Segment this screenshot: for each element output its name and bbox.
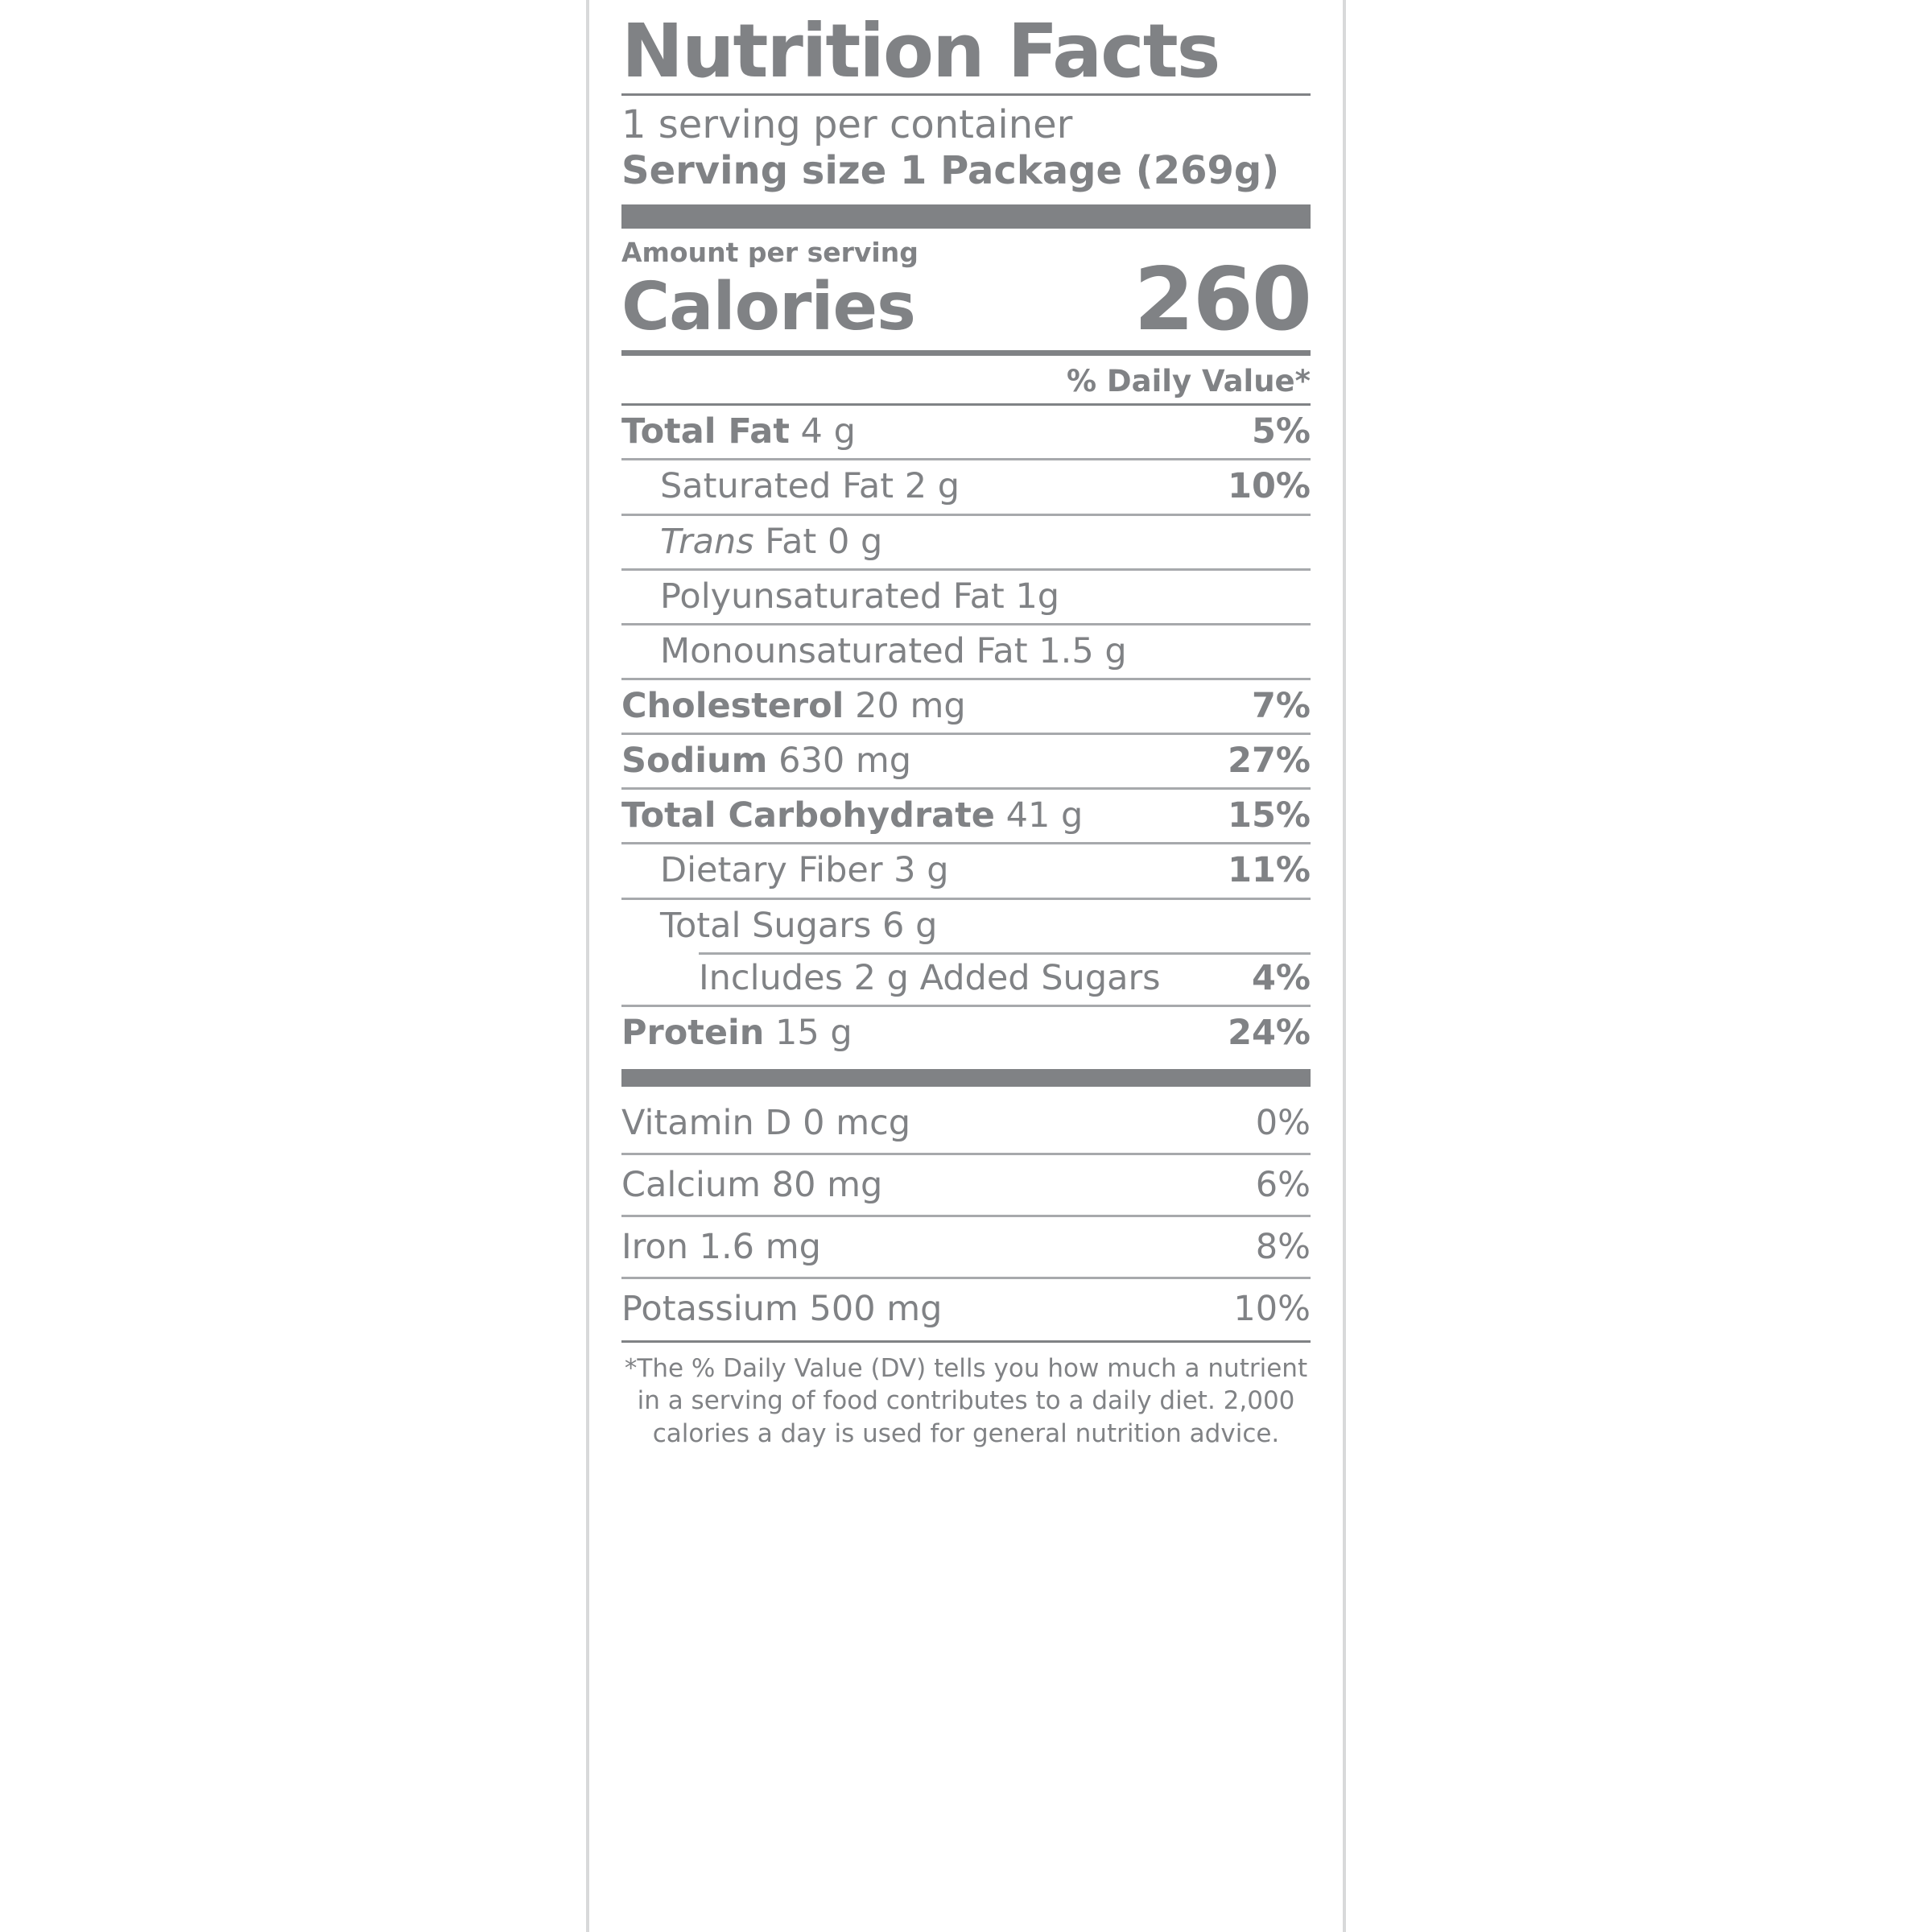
micronutrient-dv: 8% — [1255, 1226, 1311, 1267]
micronutrient-name: Calcium 80 mg — [621, 1164, 883, 1205]
nutrient-row-added-sugars — [621, 952, 1311, 1005]
micronutrient-dv: 10% — [1233, 1288, 1311, 1329]
nutrient-dv: 27% — [1228, 741, 1311, 782]
micronutrient-dv: 6% — [1255, 1164, 1311, 1205]
nutrient-row-monounsaturated-fat — [621, 623, 1311, 678]
nutrient-name: Total Fat — [621, 411, 790, 452]
micronutrient-row-potassium — [621, 1277, 1311, 1339]
nutrient-amount: 3 g — [894, 850, 949, 891]
nutrient-amount: 41 g — [1005, 795, 1084, 836]
nutrient-amount: 1.5 g — [1038, 630, 1127, 671]
footnote-line-1: *The % Daily Value (DV) tells you how much a nutrient — [624, 1353, 1308, 1383]
nutrient-row-saturated-fat — [621, 458, 1311, 513]
nutrient-amount: 15 g — [775, 1012, 852, 1053]
nutrient-row-total-fat — [621, 403, 1311, 458]
divider-under-calories — [621, 350, 1311, 356]
nutrient-dv: 4% — [1251, 957, 1311, 998]
nutrient-name: Polyunsaturated Fat — [660, 576, 1005, 617]
micronutrient-name: Potassium 500 mg — [621, 1288, 943, 1329]
nutrient-amount: 2 g Added Sugars — [853, 957, 1161, 998]
nutrient-amount: 4 g — [800, 411, 856, 452]
nutrient-row-sodium — [621, 733, 1311, 787]
calories-value: 260 — [1133, 250, 1311, 351]
micronutrient-name: Vitamin D 0 mcg — [621, 1102, 911, 1143]
nutrient-amount: 2 g — [904, 466, 960, 507]
nutrient-dv: 10% — [1228, 466, 1311, 507]
nutrient-row-cholesterol — [621, 678, 1311, 733]
nutrient-name: Sodium — [621, 741, 768, 782]
servings-per-container: 1 serving per container — [621, 102, 1073, 147]
nutrient-amount: Fat 0 g — [765, 521, 883, 562]
serving-size: Serving size 1 Package (269g) — [621, 147, 1280, 193]
micronutrient-row-calcium — [621, 1153, 1311, 1215]
nutrient-row-trans-fat — [621, 514, 1311, 568]
nutrient-row-total-carbohydrate — [621, 787, 1311, 842]
nutrient-name: Cholesterol — [621, 685, 844, 726]
nutrient-dv: 7% — [1251, 685, 1311, 726]
footnote-line-2: in a serving of food contributes to a daily diet. 2,000 — [637, 1386, 1295, 1416]
nutrient-amount: 20 mg — [855, 685, 966, 726]
nutrient-dv: 11% — [1228, 850, 1311, 891]
micronutrient-row-vitamin-d — [621, 1093, 1311, 1153]
nutrient-row-total-sugars — [621, 898, 1311, 952]
amount-per-serving-label: Amount per serving — [621, 237, 919, 269]
nutrient-name: Protein — [621, 1012, 765, 1053]
divider-thick-top — [621, 204, 1311, 229]
micronutrient-dv: 0% — [1255, 1102, 1311, 1143]
nutrient-name: Trans — [660, 521, 754, 562]
daily-value-header: % Daily Value* — [1066, 364, 1311, 399]
micronutrient-row-iron — [621, 1215, 1311, 1277]
footnote-line-3: calories a day is used for general nutrition advice. — [652, 1418, 1280, 1448]
nutrient-name: Monounsaturated Fat — [660, 630, 1028, 671]
nutrient-row-polyunsaturated-fat — [621, 568, 1311, 623]
page-title: Nutrition Facts — [621, 8, 1220, 94]
nutrient-amount: 630 mg — [778, 741, 912, 782]
nutrient-dv: 15% — [1228, 795, 1311, 836]
divider-thick-micronutrients — [621, 1069, 1311, 1087]
nutrient-name: Total Sugars — [660, 905, 872, 946]
nutrient-name: Saturated Fat — [660, 466, 894, 507]
nutrient-dv: 24% — [1228, 1012, 1311, 1053]
nutrition-facts-panel — [586, 0, 1346, 1932]
nutrient-row-protein — [621, 1005, 1311, 1059]
micronutrient-name: Iron 1.6 mg — [621, 1226, 821, 1267]
nutrient-name: Dietary Fiber — [660, 850, 883, 891]
nutrient-name: Includes — [699, 957, 843, 998]
nutrient-dv: 5% — [1251, 411, 1311, 452]
footnote — [621, 1340, 1311, 1450]
nutrient-amount: 6 g — [882, 905, 938, 946]
nutrient-name: Total Carbohydrate — [621, 795, 995, 836]
calories-label: Calories — [621, 269, 915, 346]
nutrient-row-dietary-fiber — [621, 842, 1311, 897]
nutrient-amount: 1g — [1015, 576, 1060, 617]
